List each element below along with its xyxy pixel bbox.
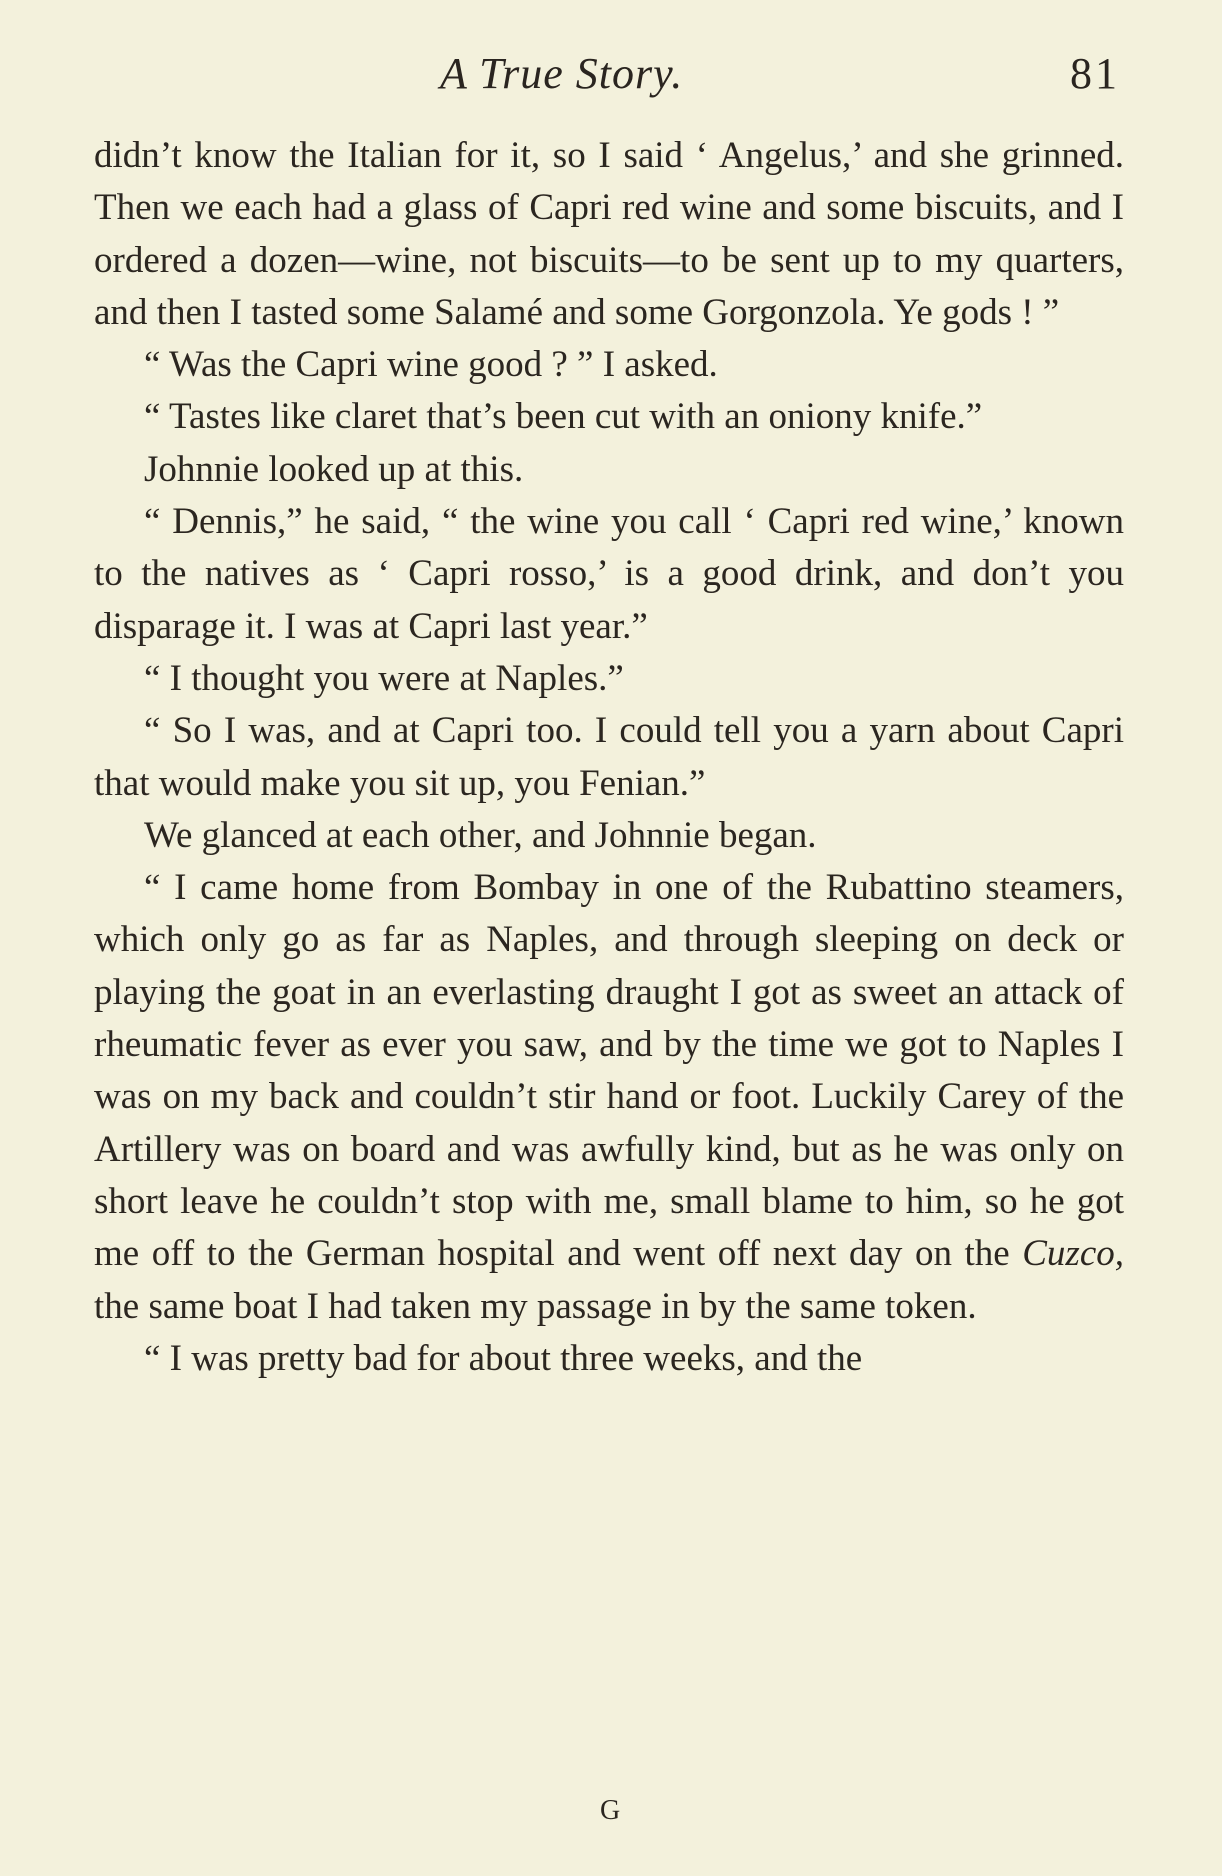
italic-text: Cuzco,: [1022, 1233, 1124, 1275]
paragraph-text: Johnnie looked up at this.: [144, 448, 524, 490]
paragraph-text: “ I thought you were at Naples.”: [144, 657, 624, 699]
paragraph: [94, 444, 1124, 496]
paragraph: [94, 130, 1124, 339]
paragraph-text: didn’t know the Italian for it, so I said ‘ Angelus,’ and she grinned. Then we each had a glass of Capri red wine and some biscuits, and I ordered a dozen—wine, not biscuits—to be sent up to my quarters, and then I tasted some Salamé and some Gorgonzola. Ye gods ! ”: [94, 135, 1124, 333]
paragraph: [94, 1333, 1124, 1385]
paragraph: [94, 339, 1124, 391]
body-text: [94, 130, 1124, 1385]
paragraph-text: “ So I was, and at Capri too. I could tell you a yarn about Capri that would make you sit up, you Fenian.”: [94, 710, 1124, 804]
paragraph: [94, 653, 1124, 705]
paragraph-text: “ Dennis,” he said, “ the wine you call ‘ Capri red wine,’ known to the natives as ‘ Capri rosso,’ is a good drink, and don’t you disparage it. I was at Capri last year.”: [94, 501, 1124, 647]
paragraph: [94, 705, 1124, 810]
page-number: 81: [1070, 49, 1120, 98]
paragraph: [94, 496, 1124, 653]
paragraph-text: “ I was pretty bad for about three weeks, and the: [144, 1337, 863, 1379]
running-title: A True Story.: [440, 49, 684, 98]
running-head: [0, 48, 1222, 108]
paragraph-text: the same boat I had taken my passage in by the same token.: [94, 1285, 977, 1327]
paragraph-text: We glanced at each other, and Johnnie began.: [144, 814, 817, 856]
paragraph-text: “ I came home from Bombay in one of the Rubattino steamers, which only go as far as Naples, and through sleeping on deck or playing the goat in an everlasting draught I got as sweet an attack of rheumatic fever as ever you saw, and by the time we got to Naples I was on my back and couldn’t stir hand or foot. Luckily Carey of the Artillery was on board and was awfully kind, but as he was only on short leave he couldn’t stop with me, small blame to him, so he got me off to the German hospital and went off next day on the: [94, 867, 1124, 1275]
paragraph: [94, 391, 1124, 443]
paragraph-text: “ Was the Capri wine good ? ” I asked.: [144, 344, 718, 386]
paragraph: [94, 862, 1124, 1333]
signature-mark: G: [600, 1795, 621, 1826]
paragraph-text: “ Tastes like claret that’s been cut with an oniony knife.”: [144, 396, 983, 438]
paragraph: [94, 810, 1124, 862]
